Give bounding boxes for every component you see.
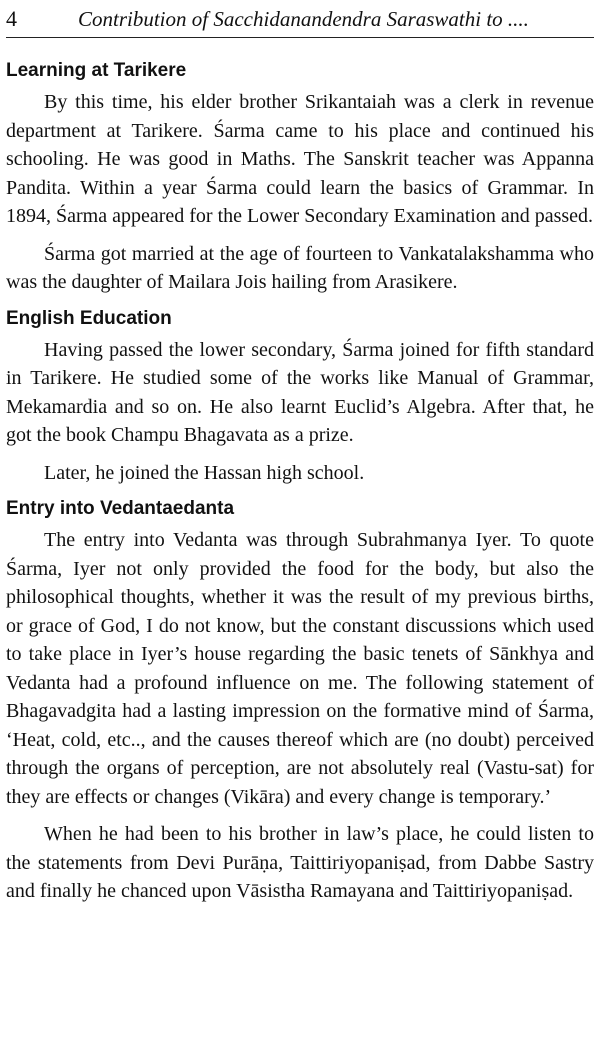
- paragraph: Later, he joined the Hassan high school.: [44, 461, 365, 484]
- section-entry-into-vedanta: [6, 496, 594, 906]
- paragraph: When he had been to his brother in law’s place, he could listen to the statements from Devi Purāṇa, Taittiriyopaniṣad, from Dabbe Sastry and finally he chanced upon Vāsistha Ramayana and Taittiriyopaniṣad.: [6, 823, 594, 902]
- section-learning-at-tarikere: [6, 58, 594, 297]
- paragraph: The entry into Vedanta was through Subrahmanya Iyer. To quote Śarma, Iyer not only provided the food for the body, but also the philosophical thoughts, whether it was the result of my previous births, or grace of God, I do not know, but the constant discussions which used to take place in Iyer’s house regarding the basic tenets of Sānkhya and Vedanta had a profound influence on me. The following statement of Bhagavadgita had a lasting impression on the formative mind of Śarma, ‘Heat, cold, etc.., and the causes thereof which are (no doubt) perceived through the organs of perception, are not absolutely real (Vastu-sat) for they are effects or changes (Vikāra) and every change is temporary.’: [6, 529, 594, 808]
- running-title: Contribution of Sacchidanandendra Saraswathi to ....: [78, 7, 529, 31]
- section-english-education: [6, 306, 594, 488]
- page-number: 4: [6, 6, 17, 31]
- page-body: [6, 50, 594, 915]
- paragraph: Śarma got married at the age of fourteen to Vankatalakshamma who was the daughter of Mailara Jois hailing from Arasikere.: [6, 242, 594, 293]
- page-header: [6, 4, 594, 34]
- header-rule: [6, 37, 594, 38]
- section-heading: Learning at Tarikere: [6, 60, 187, 81]
- paragraph: Having passed the lower secondary, Śarma joined for fifth standard in Tarikere. He studied some of the works like Manual of Grammar, Mekamardia and so on. He also learnt Euclid’s Algebra. After that, he got the book Champu Bhagavata as a prize.: [6, 338, 594, 446]
- paragraph: By this time, his elder brother Srikantaiah was a clerk in revenue department at Tarikere. Śarma came to his place and continued his schooling. He was good in Maths. The Sanskrit teacher was Appanna Pandita. Within a year Śarma could learn the basics of Grammar. In 1894, Śarma appeared for the Lower Secondary Examination and passed.: [6, 91, 594, 227]
- section-heading: English Education: [6, 307, 172, 329]
- section-heading: Entry into Vedantaedanta: [6, 498, 235, 519]
